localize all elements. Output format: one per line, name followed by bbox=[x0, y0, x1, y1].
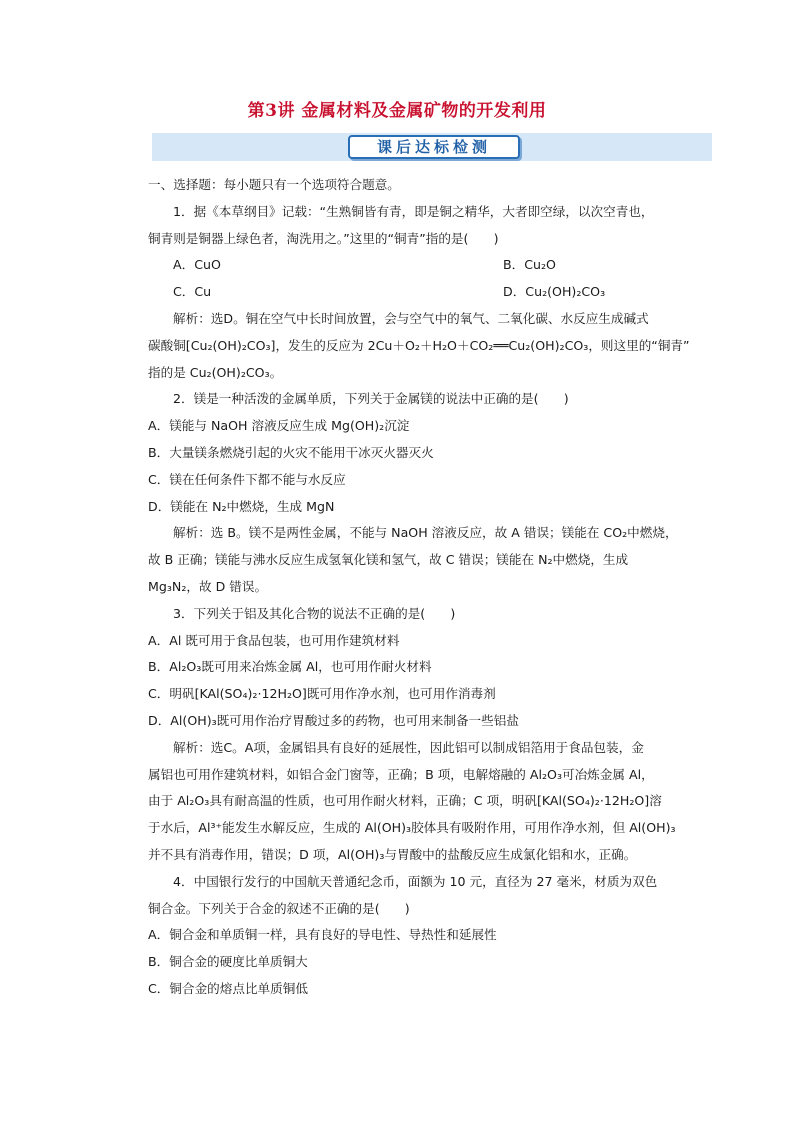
section-heading: 一、选择题：每小题只有一个选项符合题意。 bbox=[148, 177, 400, 192]
question-2-option-d: D．镁能在 N₂中燃烧，生成 MgN bbox=[148, 498, 335, 514]
question-4-stem: 4．中国银行发行的中国航天普通纪念币，面额为 10 元，直径为 27 毫米，材质为双色 bbox=[173, 873, 658, 889]
section-banner bbox=[152, 133, 712, 161]
option-b: B．Cu₂O bbox=[503, 257, 556, 273]
question-1-analysis-cont: 指的是 Cu₂(OH)₂CO₃。 bbox=[148, 364, 283, 380]
page-title: 第3讲 金属材料及金属矿物的开发利用 bbox=[247, 101, 547, 121]
question-4-option-c: C．铜合金的熔点比单质铜低 bbox=[148, 980, 308, 996]
document-body bbox=[148, 172, 688, 1003]
option-d: D．Cu₂(OH)₂CO₃ bbox=[503, 284, 606, 300]
question-4-option-a: A．铜合金和单质铜一样，具有良好的导电性、导热性和延展性 bbox=[148, 927, 497, 943]
question-4-stem-cont: 铜合金。下列关于合金的叙述不正确的是( ) bbox=[148, 900, 410, 916]
question-4-option-b: B．铜合金的硬度比单质铜大 bbox=[148, 954, 308, 970]
question-2-option-c: C．镁在任何条件下都不能与水反应 bbox=[148, 471, 346, 487]
question-3-option-b: B．Al₂O₃既可用来冶炼金属 Al，也可用作耐火材料 bbox=[148, 659, 432, 675]
question-1-options-row-2 bbox=[148, 279, 688, 306]
question-2-option-a: A．镁能与 NaOH 溶液反应生成 Mg(OH)₂沉淀 bbox=[148, 418, 410, 434]
question-3-analysis: 解析：选C。A项，金属铝具有良好的延展性，因此铝可以制成铝箔用于食品包装，金 bbox=[173, 739, 644, 755]
question-3-option-d: D．Al(OH)₃既可用作治疗胃酸过多的药物，也可用来制备一些铝盐 bbox=[148, 712, 519, 728]
banner-label: 课后达标检测 bbox=[348, 135, 520, 159]
question-2-option-b: B．大量镁条燃烧引起的火灾不能用干冰灭火器灭火 bbox=[148, 444, 434, 460]
question-3-analysis-cont: 由于 Al₂O₃具有耐高温的性质，也可用作耐火材料，正确；C 项，明矾[KAl(SO₄)₂·12H₂O]溶 bbox=[148, 793, 662, 809]
question-2-analysis-cont: 故 B 正确；镁能与沸水反应生成氢氧化镁和氢气，故 C 错误；镁能在 N₂中燃烧，生成 bbox=[148, 552, 629, 568]
option-c: C．Cu bbox=[173, 284, 212, 300]
question-2-stem: 2．镁是一种活泼的金属单质，下列关于金属镁的说法中正确的是( ) bbox=[173, 391, 569, 407]
option-a: A．CuO bbox=[173, 257, 221, 273]
question-1-analysis: 解析：选D。铜在空气中长时间放置，会与空气中的氧气、二氧化碳、水反应生成碱式 bbox=[173, 310, 649, 326]
question-3-stem: 3．下列关于铝及其化合物的说法不正确的是( ) bbox=[173, 605, 456, 621]
question-3-option-a: A．Al 既可用于食品包装，也可用作建筑材料 bbox=[148, 632, 400, 648]
question-2-analysis: 解析：选 B。镁不是两性金属，不能与 NaOH 溶液反应，故 A 错误；镁能在 CO₂中燃烧， bbox=[173, 525, 678, 541]
question-3-analysis-cont: 于水后，Al³⁺能发生水解反应，生成的 Al(OH)₃胶体具有吸附作用，可用作净水剂，但 Al(OH)₃ bbox=[148, 820, 676, 836]
question-3-analysis-cont: 并不具有消毒作用，错误；D 项，Al(OH)₃与胃酸中的盐酸反应生成氯化铝和水，正确。 bbox=[148, 846, 637, 862]
question-3-option-c: C．明矾[KAl(SO₄)₂·12H₂O]既可用作净水剂，也可用作消毒剂 bbox=[148, 686, 496, 702]
question-1-stem: 1．据《本草纲目》记载：“生熟铜皆有青，即是铜之精华，大者即空绿，以次空青也， bbox=[173, 203, 654, 219]
question-3-analysis-cont: 属铝也可用作建筑材料，如铝合金门窗等，正确；B 项，电解熔融的 Al₂O₃可冶炼金属 Al， bbox=[148, 766, 654, 782]
question-2-analysis-cont: Mg₃N₂，故 D 错误。 bbox=[148, 578, 268, 594]
question-1-stem-cont: 铜青则是铜器上绿色者，淘洗用之。”这里的“铜青”指的是( ) bbox=[148, 230, 499, 246]
question-1-options-row-1 bbox=[148, 252, 688, 279]
question-1-analysis-cont: 碳酸铜[Cu₂(OH)₂CO₃]，发生的反应为 2Cu＋O₂＋H₂O＋CO₂══Cu₂(OH)₂CO₃，则这里的“铜青” bbox=[148, 337, 690, 353]
